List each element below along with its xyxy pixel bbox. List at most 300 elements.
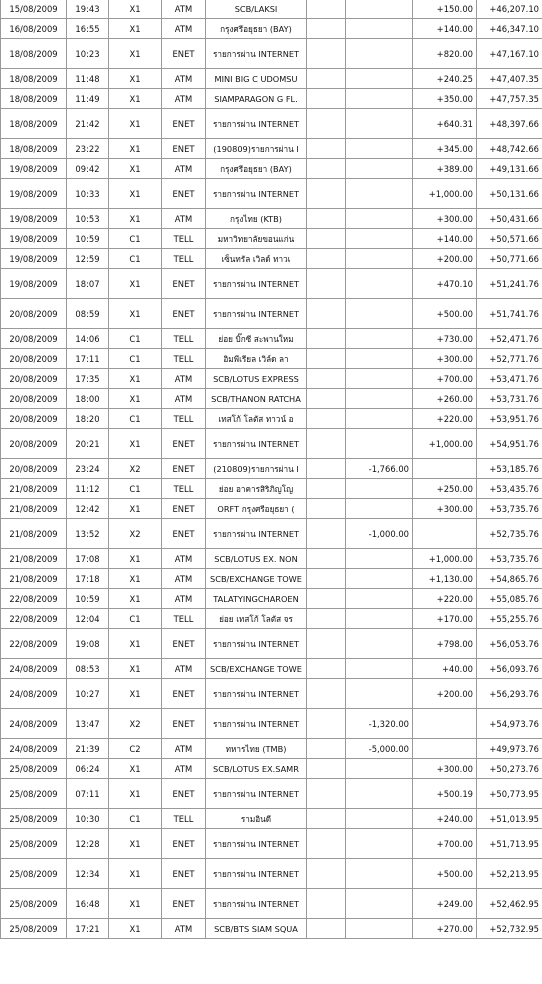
deposit-cell: +140.00 [413, 229, 477, 249]
table-row [1, 479, 542, 499]
time-cell: 12:34 [67, 859, 109, 889]
withdrawal-cell [346, 299, 413, 329]
empty-cell [307, 209, 346, 229]
withdrawal-cell [346, 569, 413, 589]
channel-cell: ATM [162, 739, 206, 759]
description-cell: รายการผ่าน INTERNET [206, 109, 307, 139]
code-cell: X1 [109, 659, 162, 679]
channel-cell: ENET [162, 179, 206, 209]
date-cell: 25/08/2009 [1, 829, 67, 859]
description-cell: รายการผ่าน INTERNET [206, 859, 307, 889]
deposit-cell: +240.25 [413, 69, 477, 89]
table-row [1, 69, 542, 89]
balance-cell: +54,865.76 [477, 569, 542, 589]
date-cell: 25/08/2009 [1, 809, 67, 829]
code-cell: C1 [109, 479, 162, 499]
withdrawal-cell [346, 89, 413, 109]
channel-cell: ATM [162, 89, 206, 109]
code-cell: X1 [109, 109, 162, 139]
channel-cell: TELL [162, 809, 206, 829]
time-cell: 16:55 [67, 19, 109, 39]
deposit-cell: +300.00 [413, 499, 477, 519]
deposit-cell: +350.00 [413, 89, 477, 109]
empty-cell [307, 709, 346, 739]
date-cell: 24/08/2009 [1, 739, 67, 759]
time-cell: 06:24 [67, 759, 109, 779]
code-cell: X1 [109, 919, 162, 939]
empty-cell [307, 629, 346, 659]
date-cell: 20/08/2009 [1, 299, 67, 329]
code-cell: X2 [109, 709, 162, 739]
time-cell: 12:59 [67, 249, 109, 269]
deposit-cell: +640.31 [413, 109, 477, 139]
description-cell: กรุงศรีอยุธยา (BAY) [206, 159, 307, 179]
table-row [1, 919, 542, 939]
balance-cell: +48,397.66 [477, 109, 542, 139]
table-row [1, 19, 542, 39]
deposit-cell: +1,000.00 [413, 549, 477, 569]
time-cell: 17:35 [67, 369, 109, 389]
deposit-cell: +300.00 [413, 759, 477, 779]
description-cell: ORFT กรุงศรีอยุธยา ( [206, 499, 307, 519]
table-row [1, 0, 542, 19]
description-cell: รายการผ่าน INTERNET [206, 39, 307, 69]
balance-cell: +53,735.76 [477, 499, 542, 519]
description-cell: รายการผ่าน INTERNET [206, 429, 307, 459]
code-cell: C1 [109, 349, 162, 369]
code-cell: X1 [109, 0, 162, 19]
description-cell: มหาวิทยาลัยขอนแก่น [206, 229, 307, 249]
code-cell: C1 [109, 409, 162, 429]
date-cell: 19/08/2009 [1, 179, 67, 209]
channel-cell: ENET [162, 519, 206, 549]
code-cell: X1 [109, 19, 162, 39]
time-cell: 11:48 [67, 69, 109, 89]
code-cell: C1 [109, 809, 162, 829]
balance-cell: +52,471.76 [477, 329, 542, 349]
balance-cell: +56,093.76 [477, 659, 542, 679]
time-cell: 12:42 [67, 499, 109, 519]
table-row [1, 429, 542, 459]
time-cell: 13:47 [67, 709, 109, 739]
table-row [1, 349, 542, 369]
description-cell: SCB/THANON RATCHA [206, 389, 307, 409]
balance-cell: +53,735.76 [477, 549, 542, 569]
withdrawal-cell [346, 859, 413, 889]
description-cell: ย่อย อาคารสิริภิญโญ [206, 479, 307, 499]
date-cell: 18/08/2009 [1, 89, 67, 109]
empty-cell [307, 69, 346, 89]
description-cell: SCB/EXCHANGE TOWE [206, 659, 307, 679]
channel-cell: ENET [162, 859, 206, 889]
channel-cell: ENET [162, 779, 206, 809]
table-row [1, 569, 542, 589]
withdrawal-cell [346, 369, 413, 389]
balance-cell: +47,757.35 [477, 89, 542, 109]
empty-cell [307, 679, 346, 709]
withdrawal-cell [346, 179, 413, 209]
code-cell: X2 [109, 459, 162, 479]
date-cell: 20/08/2009 [1, 459, 67, 479]
date-cell: 19/08/2009 [1, 269, 67, 299]
code-cell: C1 [109, 249, 162, 269]
code-cell: X1 [109, 389, 162, 409]
time-cell: 07:11 [67, 779, 109, 809]
balance-cell: +50,273.76 [477, 759, 542, 779]
channel-cell: ENET [162, 679, 206, 709]
withdrawal-cell [346, 549, 413, 569]
table-row [1, 409, 542, 429]
date-cell: 18/08/2009 [1, 69, 67, 89]
deposit-cell: +200.00 [413, 249, 477, 269]
date-cell: 25/08/2009 [1, 919, 67, 939]
date-cell: 20/08/2009 [1, 389, 67, 409]
code-cell: X1 [109, 69, 162, 89]
time-cell: 11:49 [67, 89, 109, 109]
channel-cell: ENET [162, 829, 206, 859]
description-cell: TALATYINGCHAROEN [206, 589, 307, 609]
code-cell: X1 [109, 779, 162, 809]
withdrawal-cell [346, 589, 413, 609]
withdrawal-cell [346, 249, 413, 269]
table-row [1, 809, 542, 829]
table-row [1, 249, 542, 269]
time-cell: 10:33 [67, 179, 109, 209]
description-cell: รายการผ่าน INTERNET [206, 179, 307, 209]
channel-cell: ATM [162, 759, 206, 779]
empty-cell [307, 569, 346, 589]
table-row [1, 779, 542, 809]
description-cell: SCB/LOTUS EX. NON [206, 549, 307, 569]
channel-cell: ENET [162, 429, 206, 459]
code-cell: C1 [109, 609, 162, 629]
time-cell: 21:42 [67, 109, 109, 139]
balance-cell: +50,771.66 [477, 249, 542, 269]
date-cell: 22/08/2009 [1, 609, 67, 629]
description-cell: SCB/LOTUS EX.SAMR [206, 759, 307, 779]
withdrawal-cell [346, 919, 413, 939]
time-cell: 12:04 [67, 609, 109, 629]
channel-cell: TELL [162, 249, 206, 269]
time-cell: 10:53 [67, 209, 109, 229]
balance-cell: +51,741.76 [477, 299, 542, 329]
description-cell: ย่อย บิ๊กซี สะพานใหม [206, 329, 307, 349]
table-row [1, 209, 542, 229]
date-cell: 25/08/2009 [1, 759, 67, 779]
channel-cell: ENET [162, 299, 206, 329]
description-cell: กรุงไทย (KTB) [206, 209, 307, 229]
withdrawal-cell [346, 629, 413, 659]
empty-cell [307, 159, 346, 179]
channel-cell: ATM [162, 19, 206, 39]
withdrawal-cell [346, 659, 413, 679]
date-cell: 25/08/2009 [1, 779, 67, 809]
empty-cell [307, 349, 346, 369]
withdrawal-cell [346, 269, 413, 299]
code-cell: X1 [109, 549, 162, 569]
table-row [1, 139, 542, 159]
deposit-cell: +240.00 [413, 809, 477, 829]
empty-cell [307, 739, 346, 759]
table-row [1, 499, 542, 519]
date-cell: 18/08/2009 [1, 109, 67, 139]
empty-cell [307, 89, 346, 109]
time-cell: 19:08 [67, 629, 109, 659]
date-cell: 20/08/2009 [1, 329, 67, 349]
date-cell: 16/08/2009 [1, 19, 67, 39]
balance-cell: +55,085.76 [477, 589, 542, 609]
deposit-cell: +300.00 [413, 349, 477, 369]
balance-cell: +52,462.95 [477, 889, 542, 919]
balance-cell: +52,732.95 [477, 919, 542, 939]
balance-cell: +56,053.76 [477, 629, 542, 659]
date-cell: 22/08/2009 [1, 629, 67, 659]
withdrawal-cell [346, 0, 413, 19]
table-row [1, 109, 542, 139]
empty-cell [307, 0, 346, 19]
balance-cell: +50,773.95 [477, 779, 542, 809]
date-cell: 19/08/2009 [1, 229, 67, 249]
description-cell: รายการผ่าน INTERNET [206, 629, 307, 659]
empty-cell [307, 919, 346, 939]
empty-cell [307, 589, 346, 609]
empty-cell [307, 19, 346, 39]
deposit-cell: +798.00 [413, 629, 477, 659]
code-cell: X1 [109, 179, 162, 209]
deposit-cell [413, 709, 477, 739]
withdrawal-cell [346, 69, 413, 89]
code-cell: X1 [109, 269, 162, 299]
time-cell: 17:11 [67, 349, 109, 369]
time-cell: 18:00 [67, 389, 109, 409]
deposit-cell: +270.00 [413, 919, 477, 939]
deposit-cell: +500.19 [413, 779, 477, 809]
time-cell: 14:06 [67, 329, 109, 349]
code-cell: X1 [109, 759, 162, 779]
date-cell: 21/08/2009 [1, 499, 67, 519]
empty-cell [307, 39, 346, 69]
date-cell: 20/08/2009 [1, 369, 67, 389]
time-cell: 18:20 [67, 409, 109, 429]
table-row [1, 629, 542, 659]
time-cell: 10:23 [67, 39, 109, 69]
date-cell: 21/08/2009 [1, 549, 67, 569]
channel-cell: ENET [162, 269, 206, 299]
time-cell: 18:07 [67, 269, 109, 299]
empty-cell [307, 459, 346, 479]
balance-cell: +53,471.76 [477, 369, 542, 389]
deposit-cell: +500.00 [413, 859, 477, 889]
deposit-cell: +1,000.00 [413, 429, 477, 459]
date-cell: 15/08/2009 [1, 0, 67, 19]
balance-cell: +49,973.76 [477, 739, 542, 759]
description-cell: (190809)รายการผ่าน I [206, 139, 307, 159]
withdrawal-cell [346, 329, 413, 349]
channel-cell: ATM [162, 0, 206, 19]
time-cell: 20:21 [67, 429, 109, 459]
time-cell: 11:12 [67, 479, 109, 499]
channel-cell: TELL [162, 329, 206, 349]
time-cell: 10:27 [67, 679, 109, 709]
table-row [1, 369, 542, 389]
channel-cell: ATM [162, 549, 206, 569]
table-row [1, 859, 542, 889]
date-cell: 24/08/2009 [1, 709, 67, 739]
withdrawal-cell [346, 139, 413, 159]
withdrawal-cell [346, 19, 413, 39]
code-cell: X1 [109, 589, 162, 609]
code-cell: C2 [109, 739, 162, 759]
description-cell: ทหารไทย (TMB) [206, 739, 307, 759]
channel-cell: ENET [162, 709, 206, 739]
transaction-rows [1, 0, 542, 939]
table-row [1, 159, 542, 179]
withdrawal-cell: -1,320.00 [346, 709, 413, 739]
description-cell: SIAMPARAGON G FL. [206, 89, 307, 109]
channel-cell: ENET [162, 109, 206, 139]
empty-cell [307, 229, 346, 249]
balance-cell: +55,255.76 [477, 609, 542, 629]
empty-cell [307, 409, 346, 429]
description-cell: MINI BIG C UDOMSU [206, 69, 307, 89]
table-row [1, 549, 542, 569]
table-row [1, 39, 542, 69]
channel-cell: ENET [162, 629, 206, 659]
deposit-cell: +700.00 [413, 829, 477, 859]
date-cell: 20/08/2009 [1, 409, 67, 429]
table-row [1, 299, 542, 329]
deposit-cell: +389.00 [413, 159, 477, 179]
withdrawal-cell [346, 429, 413, 459]
channel-cell: ENET [162, 39, 206, 69]
empty-cell [307, 269, 346, 299]
time-cell: 17:21 [67, 919, 109, 939]
channel-cell: TELL [162, 229, 206, 249]
channel-cell: ATM [162, 369, 206, 389]
channel-cell: ATM [162, 589, 206, 609]
date-cell: 19/08/2009 [1, 249, 67, 269]
description-cell: SCB/LOTUS EXPRESS [206, 369, 307, 389]
code-cell: X2 [109, 519, 162, 549]
date-cell: 24/08/2009 [1, 679, 67, 709]
channel-cell: ATM [162, 159, 206, 179]
date-cell: 22/08/2009 [1, 589, 67, 609]
description-cell: รายการผ่าน INTERNET [206, 269, 307, 299]
empty-cell [307, 499, 346, 519]
channel-cell: ATM [162, 659, 206, 679]
empty-cell [307, 809, 346, 829]
deposit-cell: +170.00 [413, 609, 477, 629]
empty-cell [307, 549, 346, 569]
code-cell: X1 [109, 629, 162, 659]
time-cell: 10:59 [67, 229, 109, 249]
table-row [1, 459, 542, 479]
withdrawal-cell [346, 389, 413, 409]
balance-cell: +50,431.66 [477, 209, 542, 229]
empty-cell [307, 389, 346, 409]
channel-cell: TELL [162, 609, 206, 629]
table-row [1, 889, 542, 919]
deposit-cell: +345.00 [413, 139, 477, 159]
withdrawal-cell [346, 159, 413, 179]
table-row [1, 739, 542, 759]
code-cell: X1 [109, 209, 162, 229]
empty-cell [307, 139, 346, 159]
empty-cell [307, 299, 346, 329]
balance-cell: +51,713.95 [477, 829, 542, 859]
empty-cell [307, 779, 346, 809]
table-row [1, 759, 542, 779]
withdrawal-cell [346, 229, 413, 249]
withdrawal-cell: -1,766.00 [346, 459, 413, 479]
deposit-cell: +1,000.00 [413, 179, 477, 209]
deposit-cell: +200.00 [413, 679, 477, 709]
code-cell: X1 [109, 39, 162, 69]
withdrawal-cell [346, 809, 413, 829]
balance-cell: +50,131.66 [477, 179, 542, 209]
deposit-cell: +260.00 [413, 389, 477, 409]
withdrawal-cell [346, 679, 413, 709]
description-cell: เทสโก้ โลตัส ทาวน์ อ [206, 409, 307, 429]
date-cell: 20/08/2009 [1, 429, 67, 459]
withdrawal-cell: -1,000.00 [346, 519, 413, 549]
deposit-cell [413, 519, 477, 549]
code-cell: X1 [109, 829, 162, 859]
withdrawal-cell [346, 479, 413, 499]
table-row [1, 519, 542, 549]
table-row [1, 229, 542, 249]
description-cell: รายการผ่าน INTERNET [206, 779, 307, 809]
table-row [1, 609, 542, 629]
channel-cell: ENET [162, 139, 206, 159]
channel-cell: TELL [162, 349, 206, 369]
withdrawal-cell [346, 109, 413, 139]
table-row [1, 679, 542, 709]
description-cell: รายการผ่าน INTERNET [206, 679, 307, 709]
description-cell: รายการผ่าน INTERNET [206, 829, 307, 859]
description-cell: SCB/BTS SIAM SQUA [206, 919, 307, 939]
description-cell: SCB/LAKSI [206, 0, 307, 19]
time-cell: 23:22 [67, 139, 109, 159]
balance-cell: +53,951.76 [477, 409, 542, 429]
withdrawal-cell: -5,000.00 [346, 739, 413, 759]
deposit-cell: +220.00 [413, 409, 477, 429]
withdrawal-cell [346, 349, 413, 369]
channel-cell: ENET [162, 459, 206, 479]
channel-cell: ATM [162, 209, 206, 229]
date-cell: 18/08/2009 [1, 39, 67, 69]
time-cell: 08:53 [67, 659, 109, 679]
code-cell: X1 [109, 89, 162, 109]
date-cell: 19/08/2009 [1, 209, 67, 229]
description-cell: รายการผ่าน INTERNET [206, 889, 307, 919]
code-cell: X1 [109, 859, 162, 889]
date-cell: 24/08/2009 [1, 659, 67, 679]
withdrawal-cell [346, 759, 413, 779]
empty-cell [307, 369, 346, 389]
code-cell: X1 [109, 299, 162, 329]
description-cell: รามอินดี [206, 809, 307, 829]
table-row [1, 269, 542, 299]
deposit-cell [413, 739, 477, 759]
empty-cell [307, 829, 346, 859]
time-cell: 10:30 [67, 809, 109, 829]
table-row [1, 709, 542, 739]
balance-cell: +52,735.76 [477, 519, 542, 549]
empty-cell [307, 429, 346, 459]
empty-cell [307, 249, 346, 269]
deposit-cell: +700.00 [413, 369, 477, 389]
